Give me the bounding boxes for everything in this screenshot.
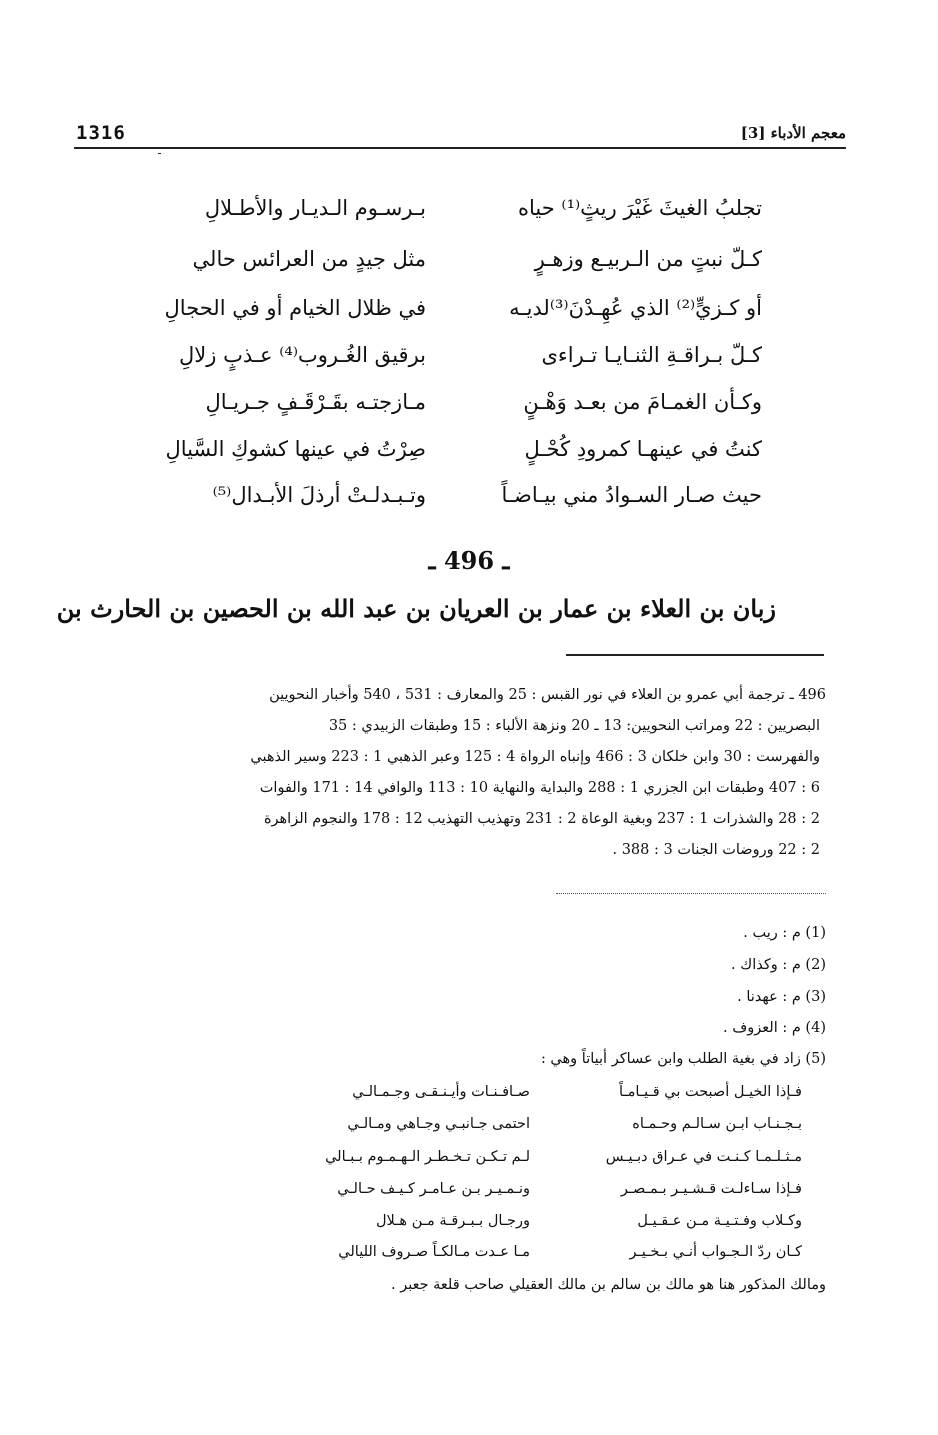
source-line: 2 : 22 وروضات الجنات 3 : 388 . bbox=[612, 842, 820, 858]
verse-right: كـان ردّ الـجـواب أنـي بـخـيـر bbox=[629, 1244, 802, 1260]
poem-hemistich-right: كنتُ في عينهـا كمرودِ كُحْـلٍ bbox=[524, 437, 762, 461]
footnote: (2) م : وكذاك . bbox=[731, 957, 826, 973]
verse-left: ونـمـيـر بـن عـامـر كـيـف حـالـي bbox=[337, 1181, 530, 1197]
dotted-separator bbox=[556, 893, 826, 894]
poem-hemistich-right: أو كـزيٍّ⁽²⁾ الذي عُهِـدْنَ⁽³⁾لديـه bbox=[509, 296, 762, 320]
source-line: 2 : 28 والشذرات 1 : 237 وبغية الوعاة 2 : 231 وتهذيب التهذيب 12 : 178 والنجوم الزاهرة bbox=[263, 811, 820, 827]
poem-hemistich-left: برقيق الغُـروب⁽⁴⁾ عـذبٍ زلالِ bbox=[179, 343, 426, 367]
poem-hemistich-right: حيث صـار السـوادُ مني بيـاضـاً bbox=[501, 483, 762, 507]
verse-left: احتمى جـانبـي وجـاهي ومـالـي bbox=[347, 1116, 530, 1132]
footnote: (3) م : عهدنا . bbox=[737, 989, 826, 1005]
poem-hemistich-left: مـازجتـه بقَـرْقَـفٍ جـريـالِ bbox=[205, 390, 426, 414]
poem-hemistich-right: كـلّ بـراقـةِ الثنـايـا تـراءى bbox=[541, 343, 762, 367]
poem-hemistich-left: وتـبـدلـتْ أرذلَ الأبـدال⁽⁵⁾ bbox=[212, 483, 426, 507]
source-line: والفهرست : 30 وابن خلكان 3 : 466 وإنباه الرواة 4 : 125 وعبر الذهبي 1 : 223 وسير الذهبي bbox=[250, 749, 820, 765]
verse-right: وكـلاب وفـتـيـة مـن عـقـيـل bbox=[637, 1213, 802, 1229]
verse-left: صـافـنـات وأيـنـقـى وجـمـالـي bbox=[352, 1084, 530, 1100]
header-mark: ـ bbox=[158, 146, 161, 157]
verse-right: بـجـنـاب ابـن سـالـم وحـمـاه bbox=[632, 1116, 802, 1132]
entry-title: زبان بن العلاء بن عمار بن العريان بن عبد الله بن الحصين بن الحارث بن bbox=[56, 594, 776, 623]
poem-hemistich-left: مثل جيدٍ من العرائس حالي bbox=[192, 247, 426, 271]
source-line: 6 : 407 وطبقات ابن الجزري 1 : 288 والبداية والنهاية 10 : 113 والوافي 14 : 171 والفوات bbox=[259, 780, 820, 796]
poem-hemistich-right: كـلّ نبتٍ من الـربيـع وزهـرٍ bbox=[534, 247, 762, 271]
verse-left: ورجـال بـبـرقـة مـن هـلال bbox=[376, 1213, 530, 1229]
verse-left: مـا عـدت مـالكـاً صـروف الليالي bbox=[338, 1244, 530, 1260]
source-line: 496 ـ ترجمة أبي عمرو بن العلاء في نور القبس : 25 والمعارف : 531 ، 540 وأخبار النحويين bbox=[269, 687, 826, 703]
header-rule bbox=[74, 147, 846, 149]
entry-number: ـ 496 ـ bbox=[428, 546, 510, 575]
verse-right: فـإذا الخيـل أصبحت بي قـيـامـاً bbox=[618, 1084, 802, 1100]
footnote-separator bbox=[566, 654, 824, 656]
poem-hemistich-left: بـرسـوم الـديـار والأطـلالِ bbox=[204, 196, 426, 220]
verse-right: مـثـلـمـا كـنـت في عـراق دبـيـس bbox=[605, 1149, 802, 1165]
poem-hemistich-right: تجلبُ الغيثَ غَيْرَ ريثٍ⁽¹⁾ حياه bbox=[518, 196, 762, 220]
footnote: (1) م : ريب . bbox=[743, 925, 826, 941]
poem-hemistich-right: وكـأن الغمـامَ من بعـد وَهْـنٍ bbox=[523, 390, 762, 414]
poem-hemistich-left: في ظلال الخيام أو في الحجالِ bbox=[164, 296, 426, 320]
book-title: معجم الأدباء [3] bbox=[740, 124, 846, 142]
page-number: 1316 bbox=[76, 122, 126, 144]
footnote: (4) م : العزوف . bbox=[723, 1020, 826, 1036]
source-line: البصريين : 22 ومراتب النحويين: 13 ـ 20 ونزهة الألباء : 15 وطبقات الزبيدي : 35 bbox=[328, 718, 820, 734]
footnote: (5) زاد في بغية الطلب وابن عساكر أبياتاً وهي : bbox=[540, 1051, 826, 1067]
poem-hemistich-left: صِرْتُ في عينها كشوكِ السَّيالِ bbox=[165, 437, 426, 461]
verse-right: فـإذا سـاءلـت قـشـيـر بـمـصـر bbox=[620, 1181, 802, 1197]
footnote-closing-note: ومالك المذكور هنا هو مالك بن سالم بن مالك العقيلي صاحب قلعة جعبر . bbox=[391, 1277, 826, 1293]
verse-left: لـم تـكـن تـخـطـر الـهـمـوم بـبـالي bbox=[325, 1149, 530, 1165]
